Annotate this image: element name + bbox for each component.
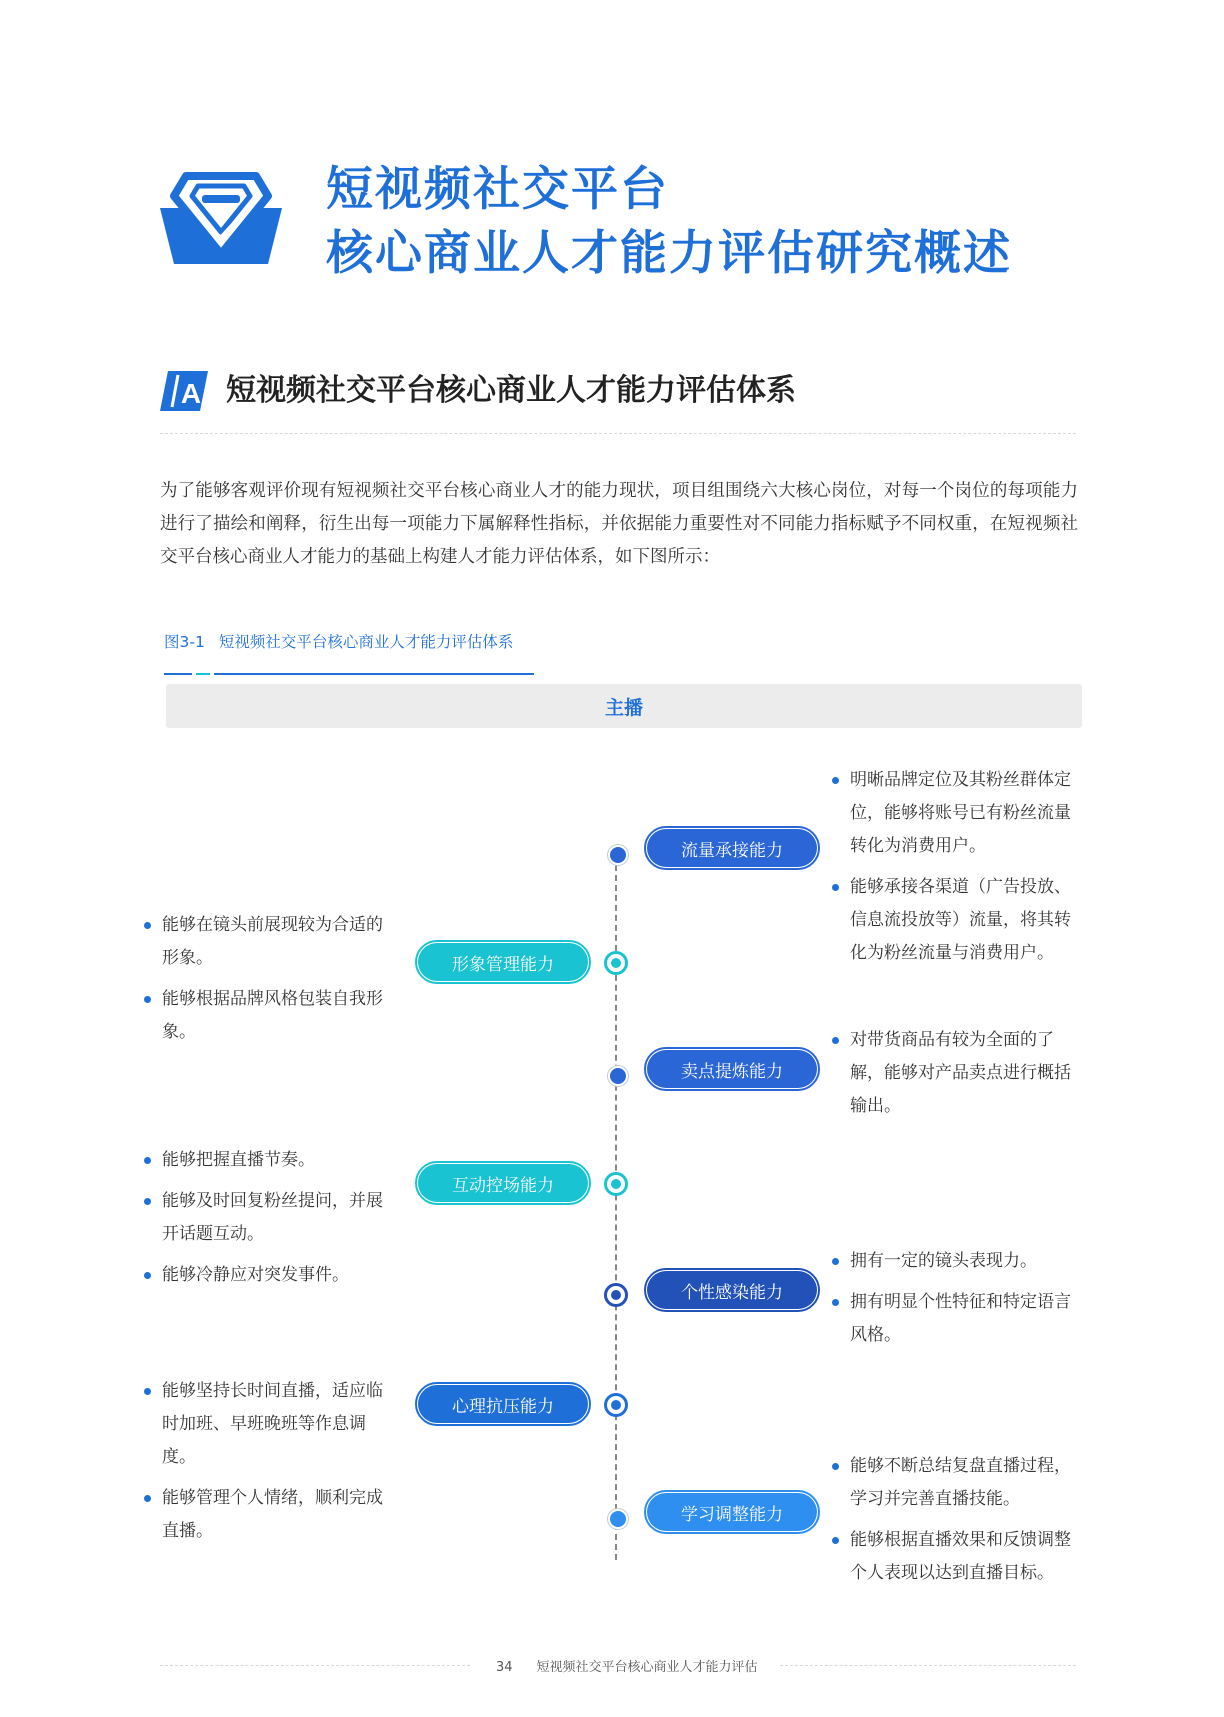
ability-desc-image [144, 909, 396, 1057]
ability-pill-personality: 个性感染能力 [647, 1271, 817, 1309]
section-divider [160, 433, 1076, 434]
desc-item: 能够及时回复粉丝提问，并展开话题互动。 [144, 1185, 396, 1251]
ability-desc-selling-point [832, 1024, 1082, 1131]
report-logo-icon [160, 168, 282, 264]
desc-item: 明晰品牌定位及其粉丝群体定位，能够将账号已有粉丝流量转化为消费用户。 [832, 764, 1082, 863]
desc-item: 拥有一定的镜头表现力。 [832, 1245, 1082, 1278]
timeline-node [604, 1283, 628, 1307]
footer-title: 短视频社交平台核心商业人才能力评估 [536, 1660, 758, 1675]
ability-desc-personality [832, 1245, 1082, 1360]
timeline-node [608, 1066, 628, 1086]
desc-item: 能够把握直播节奏。 [144, 1144, 396, 1177]
footer-divider-right [780, 1665, 1076, 1666]
section-title: 短视频社交平台核心商业人才能力评估体系 [226, 373, 796, 408]
desc-item: 能够不断总结复盘直播过程，学习并完善直播技能。 [832, 1450, 1082, 1516]
figure-title: 短视频社交平台核心商业人才能力评估体系 [218, 633, 514, 651]
desc-item: 拥有明显个性特征和特定语言风格。 [832, 1286, 1082, 1352]
desc-item: 对带货商品有较为全面的了解，能够对产品卖点进行概括输出。 [832, 1024, 1082, 1123]
ability-pill-learning: 学习调整能力 [647, 1493, 817, 1531]
footer-divider-left [160, 1665, 470, 1666]
figure-number: 图3-1 [164, 633, 205, 651]
page-number: 34 [496, 1660, 513, 1675]
ability-desc-learning [832, 1450, 1082, 1598]
desc-item: 能够冷静应对突发事件。 [144, 1259, 396, 1292]
ability-pill-traffic: 流量承接能力 [647, 829, 817, 867]
section-badge [160, 371, 208, 411]
role-header-bar [166, 684, 1082, 728]
ability-pill-selling-point: 卖点提炼能力 [647, 1050, 817, 1088]
figure-caption [164, 630, 513, 652]
role-name: 主播 [604, 696, 643, 719]
ability-pill-image: 形象管理能力 [418, 943, 588, 981]
desc-item: 能够根据直播效果和反馈调整个人表现以达到直播目标。 [832, 1524, 1082, 1590]
desc-item: 能够承接各渠道（广告投放、信息流投放等）流量，将其转化为粉丝流量与消费用户。 [832, 871, 1082, 970]
intro-paragraph: 为了能够客观评价现有短视频社交平台核心商业人才的能力现状，项目组围绕六大核心岗位，对每一个岗位的每项能力进行了描绘和阐释，衍生出每一项能力下属解释性指标，并依据能力重要性对不同能力指标赋予不同权重，在短视频社交平台核心商业人才能力的基础上构建人才能力评估体系，如下图所示： [160, 481, 1078, 567]
ability-desc-traffic [832, 764, 1082, 978]
page-title-line-1: 短视频社交平台 [326, 162, 669, 217]
ability-pill-interaction: 互动控场能力 [418, 1164, 588, 1202]
ability-desc-interaction [144, 1144, 396, 1300]
timeline-node [604, 1172, 628, 1196]
page-title-line-2: 核心商业人才能力评估研究概述 [326, 226, 1012, 281]
desc-item: 能够根据品牌风格包装自我形象。 [144, 983, 396, 1049]
ability-pill-stress: 心理抗压能力 [418, 1385, 588, 1423]
timeline-node [608, 1509, 628, 1529]
section-badge-letter: A [180, 378, 202, 409]
ability-desc-stress [144, 1375, 396, 1556]
page-footer [496, 1656, 758, 1675]
timeline-node [604, 951, 628, 975]
desc-item: 能够管理个人情绪，顺利完成直播。 [144, 1482, 396, 1548]
timeline-node [604, 1393, 628, 1417]
timeline-node [608, 845, 628, 865]
figure-caption-underline [164, 660, 534, 662]
desc-item: 能够在镜头前展现较为合适的形象。 [144, 909, 396, 975]
desc-item: 能够坚持长时间直播，适应临时加班、早班晚班等作息调度。 [144, 1375, 396, 1474]
